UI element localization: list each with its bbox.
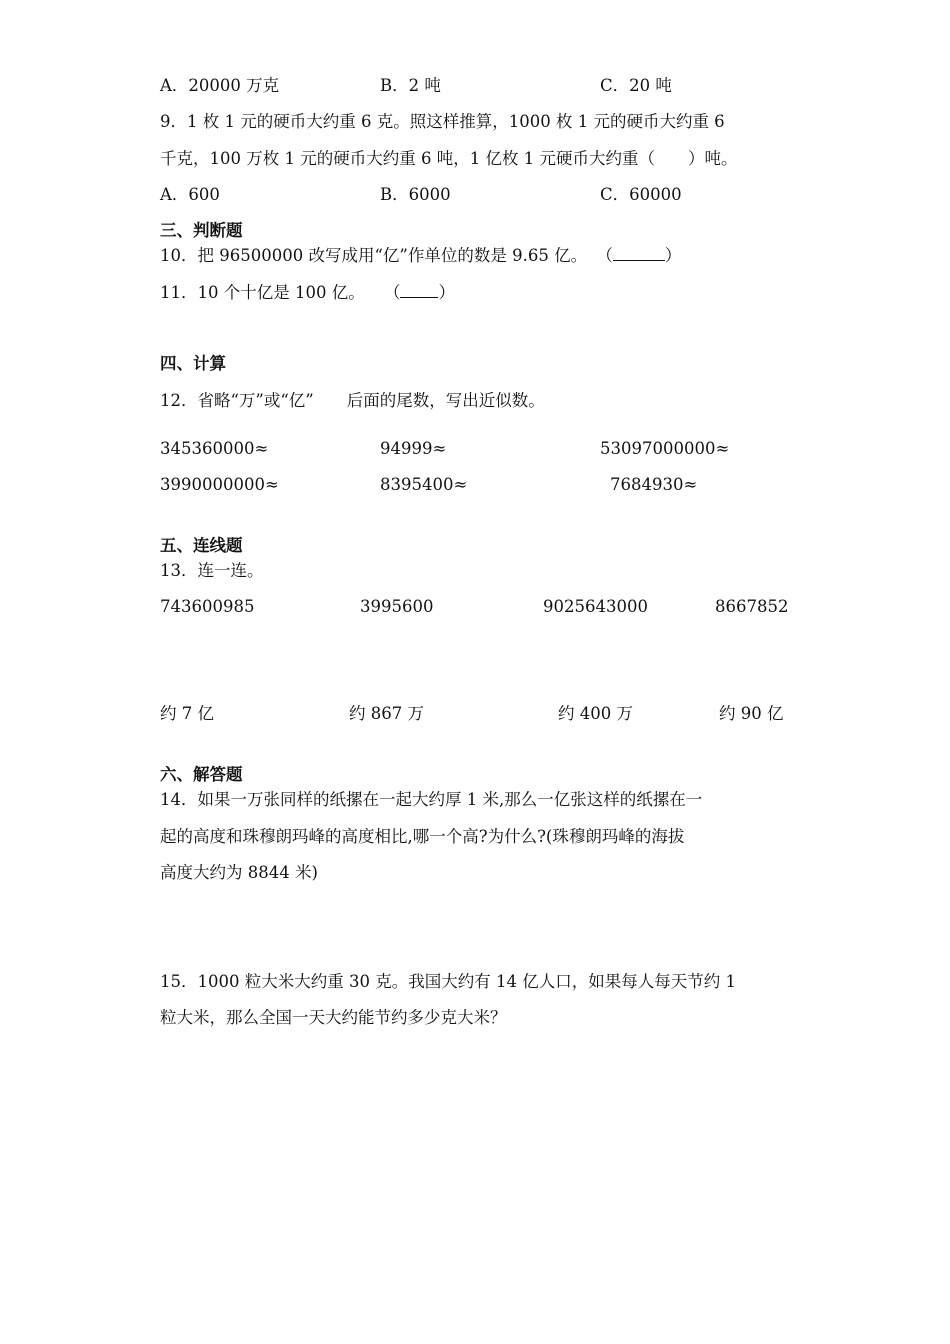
q9-option-b: B．6000 bbox=[380, 185, 451, 204]
q8-option-c: C．20 吨 bbox=[600, 76, 672, 95]
q12-item-1: 345360000≈ bbox=[160, 439, 269, 458]
section-6-title: 六、解答题 bbox=[160, 765, 243, 784]
q12-item-4: 3990000000≈ bbox=[160, 475, 279, 494]
q12-item-6: 7684930≈ bbox=[610, 475, 698, 494]
q10-answer-blank[interactable] bbox=[613, 246, 665, 261]
q11-answer-blank[interactable] bbox=[400, 283, 438, 298]
q13-number-2[interactable]: 3995600 bbox=[360, 597, 434, 616]
q9-text-line2: 千克，100 万枚 1 元的硬币大约重 6 吨，1 亿枚 1 元硬币大约重（ ）吨。 bbox=[160, 149, 738, 168]
section-4-title: 四、计算 bbox=[160, 354, 226, 373]
q13-approx-1[interactable]: 约 7 亿 bbox=[160, 704, 214, 723]
q11-text: 11．10 个十亿是 100 亿。 bbox=[160, 283, 365, 302]
q15-text-line1: 15．1000 粒大米大约重 30 克。我国大约有 14 亿人口，如果每人每天节约 1 bbox=[160, 972, 736, 991]
q13-approx-2[interactable]: 约 867 万 bbox=[349, 704, 424, 723]
q14-text-line1: 14．如果一万张同样的纸摞在一起大约厚 1 米,那么一亿张这样的纸摞在一 bbox=[160, 790, 703, 809]
q13-prompt: 13．连一连。 bbox=[160, 561, 264, 580]
q12-item-2: 94999≈ bbox=[380, 439, 447, 458]
q14-text-line2: 起的高度和珠穆朗玛峰的高度相比,哪一个高?为什么?(珠穆朗玛峰的海拔 bbox=[160, 827, 685, 846]
q13-approx-3[interactable]: 约 400 万 bbox=[558, 704, 633, 723]
q9-option-a: A．600 bbox=[160, 185, 220, 204]
q9-option-c: C．60000 bbox=[600, 185, 682, 204]
q10-paren-close: ） bbox=[664, 246, 682, 265]
section-3-title: 三、判断题 bbox=[160, 221, 243, 240]
q13-number-1[interactable]: 743600985 bbox=[160, 597, 255, 616]
q12-prompt: 12．省略“万”或“亿” 后面的尾数，写出近似数。 bbox=[160, 391, 545, 410]
q10 bbox=[160, 246, 681, 266]
q15-text-line2: 粒大米，那么全国一天大约能节约多少克大米？ bbox=[160, 1008, 507, 1027]
q12-item-5: 8395400≈ bbox=[380, 475, 468, 494]
q11-paren-open: （ bbox=[383, 283, 401, 302]
q11 bbox=[160, 283, 455, 303]
q9-text-line1: 9．1 枚 1 元的硬币大约重 6 克。照这样推算，1000 枚 1 元的硬币大约重 6 bbox=[160, 112, 725, 131]
q13-number-4[interactable]: 8667852 bbox=[715, 597, 789, 616]
q8-option-b: B．2 吨 bbox=[380, 76, 441, 95]
q10-text: 10．把 96500000 改写成用“亿”作单位的数是 9.65 亿。 bbox=[160, 246, 588, 265]
q10-paren-open: （ bbox=[596, 246, 613, 265]
q14-text-line3: 高度大约为 8844 米) bbox=[160, 863, 318, 882]
q11-paren-close: ） bbox=[438, 283, 455, 302]
section-5-title: 五、连线题 bbox=[160, 536, 243, 555]
q12-item-3: 53097000000≈ bbox=[600, 439, 730, 458]
q13-number-3[interactable]: 9025643000 bbox=[543, 597, 648, 616]
q8-option-a: A．20000 万克 bbox=[160, 76, 280, 95]
q13-approx-4[interactable]: 约 90 亿 bbox=[719, 704, 784, 723]
